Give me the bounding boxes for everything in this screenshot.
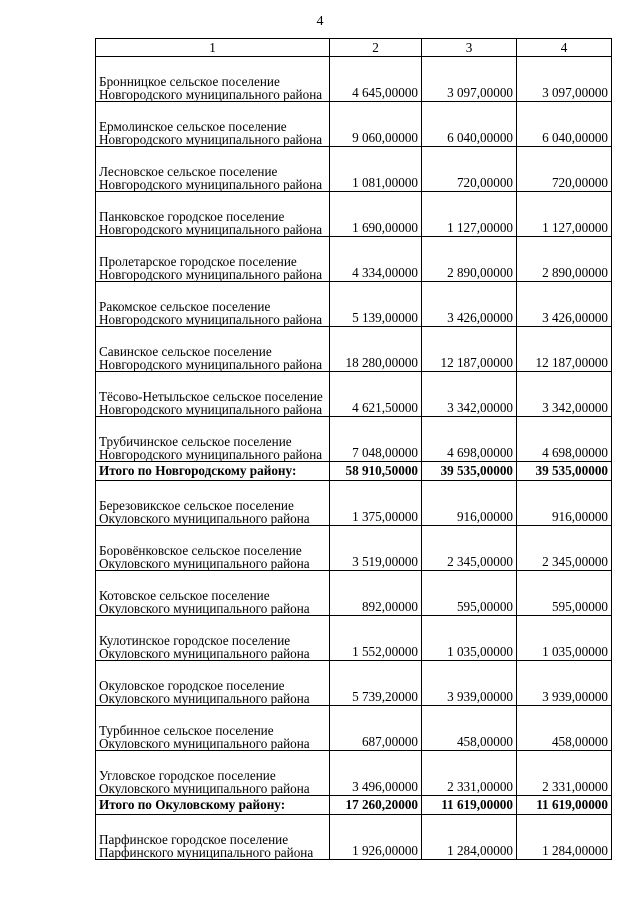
value-col-3: 916,00000 (422, 481, 517, 526)
value-col-2: 3 519,00000 (330, 526, 422, 571)
value-col-2: 58 910,50000 (330, 462, 422, 481)
value-col-2: 687,00000 (330, 706, 422, 751)
column-header: 4 (517, 39, 612, 57)
value-col-4: 595,00000 (517, 571, 612, 616)
table-row (96, 526, 612, 571)
value-col-4: 3 097,00000 (517, 57, 612, 102)
settlement-name: Тёсово-Нетыльское сельское поселение Новгородского муниципального района (96, 372, 330, 417)
settlement-name: Ермолинское сельское поселение Новгородского муниципального района (96, 102, 330, 147)
total-label: Итого по Новгородскому району: (96, 462, 330, 481)
settlement-name: Березовикское сельское поселение Окуловского муниципального района (96, 481, 330, 526)
value-col-4: 1 127,00000 (517, 192, 612, 237)
table-row (96, 282, 612, 327)
table-header-row (96, 39, 612, 57)
value-col-2: 18 280,00000 (330, 327, 422, 372)
value-col-3: 2 890,00000 (422, 237, 517, 282)
table-row (96, 616, 612, 661)
table-row (96, 706, 612, 751)
value-col-3: 3 342,00000 (422, 372, 517, 417)
column-header: 2 (330, 39, 422, 57)
settlement-name: Лесновское сельское поселение Новгородского муниципального района (96, 147, 330, 192)
value-col-4: 1 284,00000 (517, 815, 612, 860)
value-col-4: 2 890,00000 (517, 237, 612, 282)
value-col-2: 1 690,00000 (330, 192, 422, 237)
settlement-name: Бронницкое сельское поселение Новгородского муниципального района (96, 57, 330, 102)
value-col-3: 12 187,00000 (422, 327, 517, 372)
table-row (96, 417, 612, 462)
table-row (96, 661, 612, 706)
table-row (96, 192, 612, 237)
table-row (96, 372, 612, 417)
value-col-2: 1 081,00000 (330, 147, 422, 192)
value-col-2: 892,00000 (330, 571, 422, 616)
settlement-name: Трубичинское сельское поселение Новгородского муниципального района (96, 417, 330, 462)
settlement-name: Ракомское сельское поселение Новгородского муниципального района (96, 282, 330, 327)
value-col-2: 9 060,00000 (330, 102, 422, 147)
settlement-name: Парфинское городское поселение Парфинского муниципального района (96, 815, 330, 860)
budget-table (95, 38, 612, 860)
value-col-4: 4 698,00000 (517, 417, 612, 462)
value-col-4: 3 342,00000 (517, 372, 612, 417)
settlement-name: Котовское сельское поселение Окуловского муниципального района (96, 571, 330, 616)
table-row (96, 327, 612, 372)
value-col-4: 11 619,00000 (517, 796, 612, 815)
value-col-2: 5 139,00000 (330, 282, 422, 327)
value-col-2: 1 552,00000 (330, 616, 422, 661)
total-row (96, 796, 612, 815)
value-col-4: 720,00000 (517, 147, 612, 192)
value-col-3: 3 097,00000 (422, 57, 517, 102)
value-col-3: 3 939,00000 (422, 661, 517, 706)
value-col-3: 1 035,00000 (422, 616, 517, 661)
value-col-2: 7 048,00000 (330, 417, 422, 462)
page-number: 4 (316, 14, 324, 29)
settlement-name: Пролетарское городское поселение Новгородского муниципального района (96, 237, 330, 282)
value-col-2: 1 375,00000 (330, 481, 422, 526)
table-row (96, 571, 612, 616)
value-col-3: 1 127,00000 (422, 192, 517, 237)
settlement-name: Окуловское городское поселение Окуловского муниципального района (96, 661, 330, 706)
value-col-2: 5 739,20000 (330, 661, 422, 706)
value-col-2: 3 496,00000 (330, 751, 422, 796)
table-row (96, 102, 612, 147)
settlement-name: Кулотинское городское поселение Окуловского муниципального района (96, 616, 330, 661)
table-row (96, 481, 612, 526)
value-col-4: 2 331,00000 (517, 751, 612, 796)
value-col-2: 1 926,00000 (330, 815, 422, 860)
value-col-2: 4 334,00000 (330, 237, 422, 282)
value-col-2: 17 260,20000 (330, 796, 422, 815)
settlement-name: Савинское сельское поселение Новгородского муниципального района (96, 327, 330, 372)
value-col-2: 4 645,00000 (330, 57, 422, 102)
settlement-name: Угловское городское поселение Окуловского муниципального района (96, 751, 330, 796)
value-col-4: 1 035,00000 (517, 616, 612, 661)
column-header: 3 (422, 39, 517, 57)
settlement-name: Боровёнковское сельское поселение Окуловского муниципального района (96, 526, 330, 571)
value-col-3: 2 331,00000 (422, 751, 517, 796)
total-row (96, 462, 612, 481)
table-row (96, 237, 612, 282)
total-label: Итого по Окуловскому району: (96, 796, 330, 815)
table-row (96, 147, 612, 192)
value-col-4: 2 345,00000 (517, 526, 612, 571)
table-row (96, 57, 612, 102)
value-col-3: 3 426,00000 (422, 282, 517, 327)
settlement-name: Панковское городское поселение Новгородского муниципального района (96, 192, 330, 237)
value-col-3: 2 345,00000 (422, 526, 517, 571)
table-row (96, 751, 612, 796)
value-col-3: 39 535,00000 (422, 462, 517, 481)
table-body (96, 39, 612, 860)
value-col-3: 1 284,00000 (422, 815, 517, 860)
value-col-4: 12 187,00000 (517, 327, 612, 372)
table-row (96, 815, 612, 860)
value-col-4: 458,00000 (517, 706, 612, 751)
value-col-4: 6 040,00000 (517, 102, 612, 147)
value-col-4: 3 426,00000 (517, 282, 612, 327)
value-col-3: 4 698,00000 (422, 417, 517, 462)
value-col-3: 720,00000 (422, 147, 517, 192)
value-col-3: 6 040,00000 (422, 102, 517, 147)
value-col-3: 595,00000 (422, 571, 517, 616)
column-header: 1 (96, 39, 330, 57)
settlement-name: Турбинное сельское поселение Окуловского муниципального района (96, 706, 330, 751)
value-col-3: 11 619,00000 (422, 796, 517, 815)
value-col-4: 916,00000 (517, 481, 612, 526)
value-col-4: 39 535,00000 (517, 462, 612, 481)
value-col-2: 4 621,50000 (330, 372, 422, 417)
value-col-3: 458,00000 (422, 706, 517, 751)
value-col-4: 3 939,00000 (517, 661, 612, 706)
